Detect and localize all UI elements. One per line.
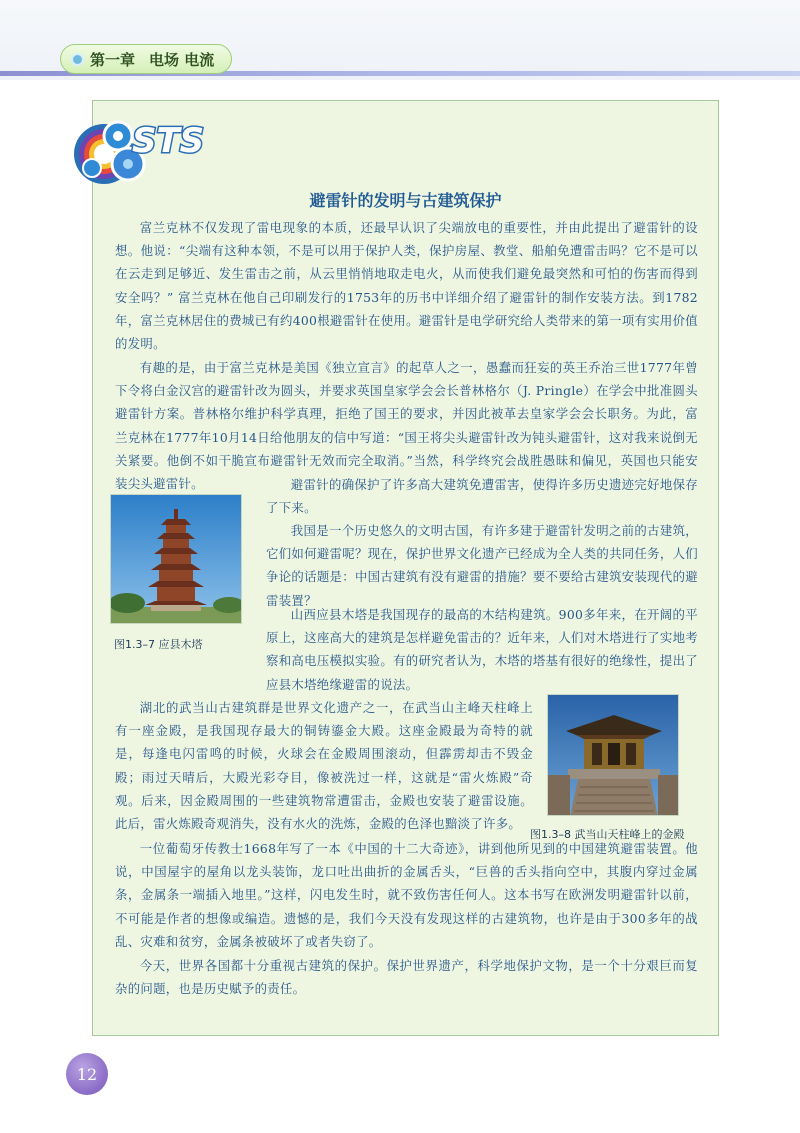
- chapter-heading: [60, 44, 232, 74]
- paragraph-6: 湖北的武当山古建筑群是世界文化遗产之一，在武当山主峰天柱峰上有一座金殿，是我国现存最大的铜铸鎏金大殿。这座金殿最为奇特的就是，每逢电闪雷鸣的时候，火球会在金殿周围滚动，但霹雳却击不毁金殿；雨过天晴后，大殿光彩夺目，像被洗过一样，这就是“雷火炼殿”奇观。后来，因金殿周围的一些建筑物常遭雷击，金殿也安装了避雷设施。此后，雷火炼殿奇观消失，没有水火的洗炼，金殿的色泽也黯淡了许多。: [115, 700, 533, 832]
- chapter-title: 电场 电流: [149, 50, 215, 69]
- sts-logo: [70, 108, 210, 190]
- paragraph-1: 富兰克林不仅发现了雷电现象的本质，还最早认识了尖端放电的重要性，并由此提出了避雷针的设想。他说：“尖端有这种本领，不是可以用于保护人类，保护房屋、教堂、船舶免遭雷击吗？它不是可以在云走到足够近、发生雷击之前，从云里悄悄地取走电火，从而使我们避免最突然和可怕的伤害而得到安全吗？” 富兰克林在他自己印刷发行的1753年的历书中详细介绍了避雷针的制作安装方法。到1782年，富兰克林居住的费城已有约400根避雷针在使用。避雷针是电学研究给人类带来的第一项有实用价值的发明。: [115, 220, 698, 352]
- paragraph-2: 有趣的是，由于富兰克林是美国《独立宣言》的起草人之一，愚蠢而狂妄的英王乔治三世1777年曾下令将白金汉宫的避雷针改为圆头，并要求英国皇家学会会长普林格尔（J. Pringle）在学会中批准圆头避雷针方案。普林格尔维护科学真理，拒绝了国王的要求，并因此被革去皇家学会会长职务。为此，富兰克林在1777年10月14日给他朋友的信中写道：“国王将尖头避雷针改为钝头避雷针，这对我来说倒无关紧要。他倒不如干脆宣布避雷针无效而完全取消。”当然，科学终究会战胜愚昧和偏见，英国也只能安装尖头避雷针。: [115, 360, 698, 492]
- paragraph-3: 避雷针的确保护了许多高大建筑免遭雷害，使得许多历史遗迹完好地保存了下来。: [266, 477, 698, 516]
- sts-logo-text: STS: [132, 121, 205, 161]
- figure-wooden-pagoda: [110, 494, 242, 624]
- chapter-number: 第一章: [90, 50, 136, 69]
- page-number: 12: [66, 1053, 108, 1095]
- figure-golden-hall: [547, 694, 679, 816]
- paragraph-8: 今天，世界各国都十分重视古建筑的保护。保护世界遗产，科学地保护文物，是一个十分艰巨而复杂的问题，也是历史赋予的责任。: [115, 958, 698, 997]
- figure-caption-1: 图1.3–7 应县木塔: [114, 638, 203, 651]
- bullet-dot-icon: [73, 55, 82, 64]
- article-title: 避雷针的发明与古建筑保护: [309, 191, 502, 210]
- pagoda-image: [111, 495, 242, 624]
- paragraph-4: 我国是一个历史悠久的文明古国，有许多建于避雷针发明之前的古建筑，它们如何避雷呢？现在，保护世界文化遗产已经成为全人类的共同任务，人们争论的话题是：中国古建筑有没有避雷的措施？要不要给古建筑安装现代的避雷装置？: [266, 523, 698, 608]
- paragraph-5: 山西应县木塔是我国现存的最高的木结构建筑。900多年来，在开阔的平原上，这座高大的建筑是怎样避免雷击的？近年来，人们对木塔进行了实地考察和高电压模拟实验。有的研究者认为，木塔的塔基有很好的绝缘性，提出了应县木塔绝缘避雷的说法。: [266, 607, 698, 692]
- golden-hall-image: [548, 695, 679, 816]
- paragraph-7: 一位葡萄牙传教士1668年写了一本《中国的十二大奇迹》，讲到他所见到的中国建筑避雷装置。他说，中国屋宇的屋角以龙头装饰，龙口吐出曲折的金属舌头，“巨兽的舌头指向空中，其腹内穿过金属条，金属条一端插入地里。”这样，闪电发生时，就不致伤害任何人。这本书写在欧洲发明避雷针以前，不可能是作者的想像或编造。遗憾的是，我们今天没有发现这样的古建筑物，也许是由于300多年的战乱、灾难和贫穷，金属条被破坏了或者失窃了。: [115, 841, 698, 949]
- figure-caption-2: 图1.3–8 武当山天柱峰上的金殿: [530, 828, 685, 841]
